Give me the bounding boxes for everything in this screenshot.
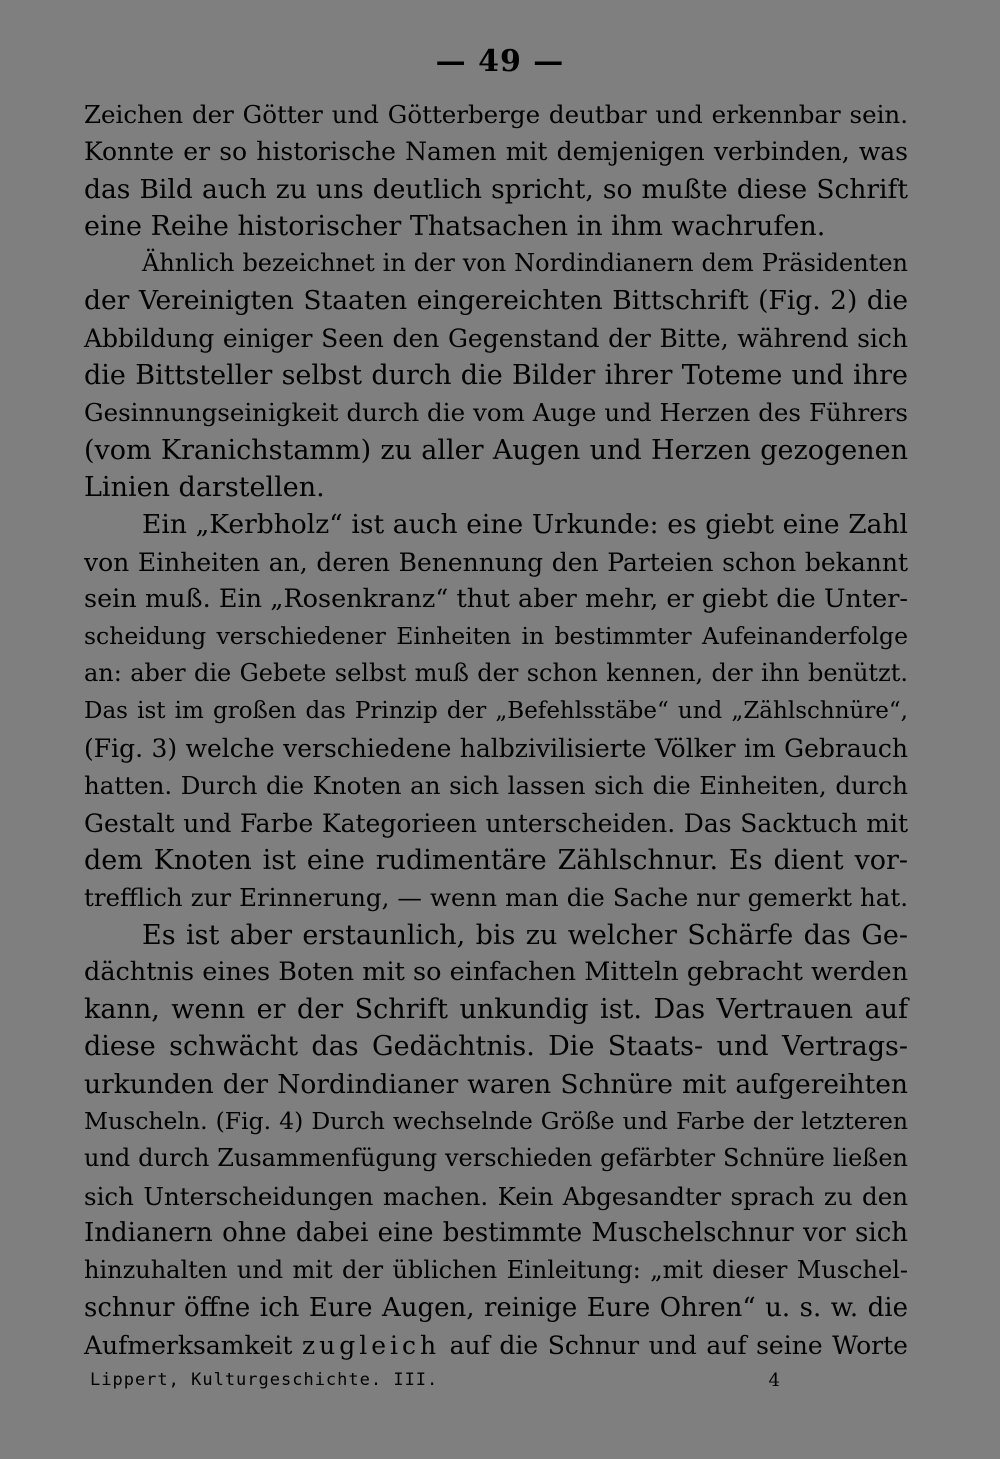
- text-line: Linien darstellen.: [84, 471, 325, 503]
- text-line: (Fig. 3) welche verschiedene halbzivilisierte Völker im Gebrauch: [84, 734, 908, 764]
- text-line: an: aber die Gebete selbst muß der schon kennen, der ihn benützt.: [84, 659, 908, 688]
- text-line: sich Unterscheidungen machen. Kein Abgesandter sprach zu den: [84, 1181, 908, 1211]
- text-line: kann, wenn er der Schrift unkundig ist. Das Vertrauen auf: [84, 994, 908, 1026]
- page-footer: [90, 1370, 780, 1400]
- text-line: eine Reihe historischer Thatsachen in ihm wachrufen.: [84, 210, 826, 242]
- text-line: dem Knoten ist eine rudimentäre Zählschnur. Es dient vor-: [84, 844, 908, 876]
- text-line: (vom Kranichstamm) zu aller Augen und Herzen gezogenen: [84, 434, 908, 466]
- text-line: die Bittsteller selbst durch die Bilder ihrer Toteme und ihre: [84, 360, 908, 392]
- text-line: urkunden der Nordindianer waren Schnüre mit aufgereihten: [84, 1068, 908, 1100]
- text-line: Es ist aber erstaunlich, bis zu welcher Schärfe das Ge-: [142, 919, 908, 951]
- signature-mark: 4: [768, 1370, 780, 1391]
- text-line: scheidung verschiedener Einheiten in bestimmter Aufeinanderfolge: [84, 622, 908, 651]
- text-line: dächtnis eines Boten mit so einfachen Mitteln gebracht werden: [84, 956, 908, 987]
- text-line: Abbildung einiger Seen den Gegenstand der Bitte, während sich: [84, 323, 908, 353]
- page-number: — 49 —: [435, 44, 565, 79]
- text-line: Gesinnungseinigkeit durch die vom Auge und Herzen des Führers: [84, 398, 908, 428]
- text-line: schnur öffne ich Eure Augen, reinige Eure Ohren“ u. s. w. die: [84, 1292, 908, 1323]
- running-footer-title: Lippert, Kulturgeschichte. III.: [90, 1370, 439, 1390]
- text-line: trefflich zur Erinnerung, — wenn man die Sache nur gemerkt hat.: [84, 883, 908, 913]
- text-line: Zeichen der Götter und Götterberge deutbar und erkennbar sein.: [84, 100, 908, 129]
- text-line: das Bild auch zu uns deutlich spricht, so mußte diese Schrift: [84, 173, 908, 205]
- text-line: der Vereinigten Staaten eingereichten Bittschrift (Fig. 2) die: [84, 285, 908, 317]
- text-line: und durch Zusammenfügung verschieden gefärbter Schnüre ließen: [84, 1144, 908, 1173]
- text-line: Das ist im großen das Prinzip der „Befehlsstäbe“ und „Zählschnüre“,: [84, 697, 908, 724]
- text-line: hatten. Durch die Knoten an sich lassen sich die Einheiten, durch: [84, 771, 908, 801]
- text-line: Ähnlich bezeichnet in der von Nordindianern dem Präsidenten: [142, 249, 908, 278]
- text-line: hinzuhalten und mit der üblichen Einleitung: „mit dieser Muschel-: [84, 1256, 908, 1285]
- text-line: Gestalt und Farbe Kategorieen unterscheiden. Das Sacktuch mit: [84, 808, 908, 838]
- emphasized-word: zugleich: [301, 1330, 441, 1360]
- text-line: Konnte er so historische Namen mit demjenigen verbinden, was: [84, 137, 908, 167]
- body-text: [84, 96, 908, 1364]
- text-line-emphasis: [84, 1327, 908, 1364]
- text-fragment: Aufmerksamkeit: [84, 1330, 293, 1360]
- text-line: von Einheiten an, deren Benennung den Parteien schon bekannt: [84, 547, 908, 577]
- text-line: Ein „Kerbholz“ ist auch eine Urkunde: es giebt eine Zahl: [142, 509, 908, 541]
- text-line: Muscheln. (Fig. 4) Durch wechselnde Größe und Farbe der letzteren: [84, 1107, 908, 1136]
- text-fragment: auf die Schnur und auf seine Worte: [449, 1330, 908, 1360]
- text-line: sein muß. Ein „Rosenkranz“ thut aber mehr, er giebt die Unter-: [84, 583, 908, 614]
- text-line: diese schwächt das Gedächtnis. Die Staats- und Vertrags-: [84, 1031, 908, 1063]
- text-line: Indianern ohne dabei eine bestimmte Muschelschnur vor sich: [84, 1217, 908, 1248]
